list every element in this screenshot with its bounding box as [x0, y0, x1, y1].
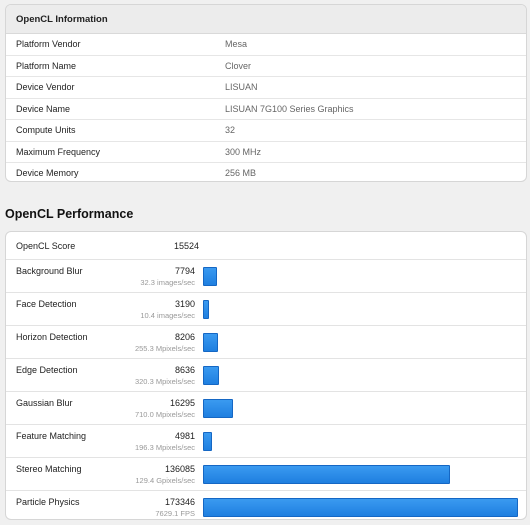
benchmark-bar-track: [203, 300, 518, 319]
benchmark-bar-track: [203, 333, 518, 352]
info-label: Device Memory: [16, 168, 79, 178]
info-label: Platform Name: [16, 60, 77, 71]
info-row: [6, 77, 526, 99]
benchmark-bar-track: [203, 432, 518, 451]
benchmark-name: Edge Detection: [16, 365, 78, 375]
info-label: Maximum Frequency: [16, 146, 101, 157]
info-label: Compute Units: [16, 125, 76, 135]
info-row: [6, 99, 526, 121]
benchmark-row: [6, 392, 526, 425]
info-label: Platform Vendor: [16, 39, 81, 49]
opencl-score-label: OpenCL Score: [16, 241, 76, 251]
benchmark-rate: 320.3 Mpixels/sec: [134, 377, 195, 386]
benchmark-bar: [203, 333, 218, 352]
benchmark-score: 3190: [174, 299, 195, 309]
benchmark-bar: [203, 366, 219, 385]
benchmark-row: [6, 293, 526, 326]
benchmark-bar-track: [203, 267, 518, 286]
info-rows: [6, 34, 526, 182]
benchmark-name: Feature Matching: [16, 431, 87, 441]
benchmark-score: 173346: [164, 497, 195, 507]
info-row: [6, 56, 526, 78]
benchmark-rate: 255.3 Mpixels/sec: [134, 344, 195, 353]
opencl-score-value: 15524: [173, 241, 199, 251]
benchmark-bar-track: [203, 498, 518, 517]
benchmark-rate: 129.4 Gpixels/sec: [135, 476, 195, 485]
info-value: 256 MB: [225, 168, 257, 178]
benchmark-score: 7794: [174, 266, 195, 276]
benchmark-bar-track: [203, 366, 518, 385]
benchmark-name: Particle Physics: [16, 497, 80, 507]
info-label: Device Name: [16, 103, 71, 114]
benchmark-score: 8636: [174, 365, 195, 375]
info-label: Device Vendor: [16, 82, 75, 92]
benchmark-name: Horizon Detection: [16, 332, 88, 342]
info-row: [6, 120, 526, 142]
benchmark-bar: [203, 432, 212, 451]
benchmark-score: 136085: [164, 464, 195, 474]
benchmark-rate: 196.3 Mpixels/sec: [134, 443, 195, 452]
benchmark-row: [6, 359, 526, 392]
benchmark-bar-track: [203, 399, 518, 418]
benchmark-row: [6, 458, 526, 491]
info-value: 32: [225, 125, 236, 135]
benchmark-rate: 10.4 images/sec: [140, 311, 195, 320]
benchmark-name: Gaussian Blur: [16, 398, 73, 408]
benchmark-bar: [203, 498, 518, 517]
benchmark-rate: 710.0 Mpixels/sec: [134, 410, 195, 419]
benchmark-rate: 32.3 images/sec: [140, 278, 195, 287]
info-row: [6, 142, 526, 164]
info-value: Clover: [225, 60, 252, 71]
benchmark-bar-track: [203, 465, 518, 484]
benchmark-bar: [203, 399, 233, 418]
info-value: LISUAN 7G100 Series Graphics: [225, 103, 354, 114]
info-value: Mesa: [225, 39, 248, 49]
opencl-information-header: OpenCL Information: [6, 5, 526, 34]
benchmark-name: Stereo Matching: [16, 464, 82, 474]
benchmark-row: [6, 326, 526, 359]
benchmark-row: [6, 491, 526, 520]
opencl-information-card: [5, 4, 527, 182]
benchmark-score: 4981: [174, 431, 195, 441]
benchmark-row: [6, 425, 526, 458]
benchmark-name: Face Detection: [16, 299, 77, 309]
info-value: LISUAN: [225, 82, 258, 92]
opencl-score-row: [6, 232, 526, 260]
benchmark-score: 16295: [169, 398, 195, 408]
perf-rows: [6, 260, 526, 520]
benchmark-bar: [203, 465, 450, 484]
benchmark-rate: 7629.1 FPS: [155, 509, 195, 518]
info-row: [6, 34, 526, 56]
info-row: [6, 163, 526, 182]
opencl-performance-title: OpenCL Performance: [5, 207, 134, 221]
benchmark-name: Background Blur: [16, 266, 83, 276]
benchmark-score: 8206: [174, 332, 195, 342]
info-value: 300 MHz: [225, 146, 262, 157]
benchmark-bar: [203, 267, 217, 286]
benchmark-bar: [203, 300, 209, 319]
benchmark-row: [6, 260, 526, 293]
opencl-performance-card: [5, 231, 527, 520]
